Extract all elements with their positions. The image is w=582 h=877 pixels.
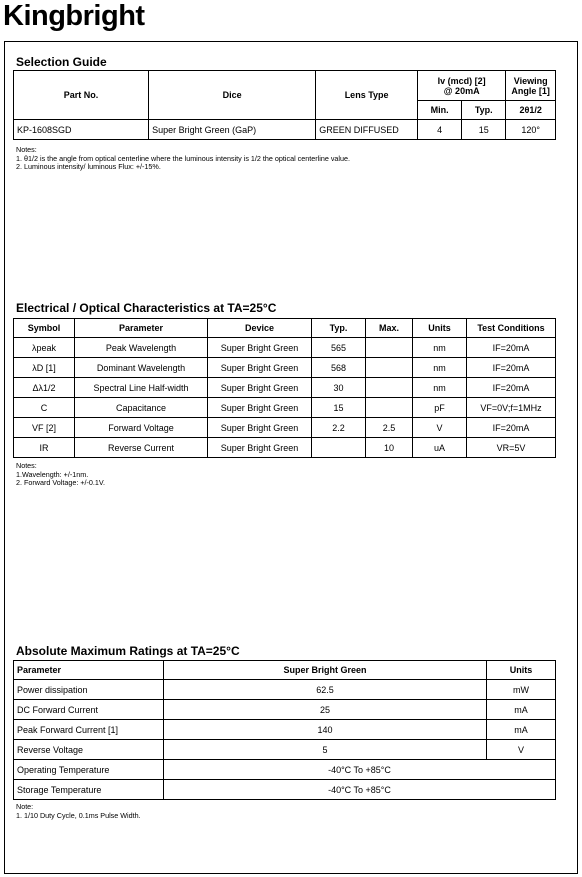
header-test-conditions: Test Conditions [467,319,556,338]
cell-typ: 15 [312,398,366,418]
cell-typ: 2.2 [312,418,366,438]
cell-typ: 30 [312,378,366,398]
header-typ: Typ. [312,319,366,338]
cell-parameter: Peak Wavelength [75,338,208,358]
header-device: Super Bright Green [164,661,487,680]
cell-device: Super Bright Green [208,358,312,378]
note-line: 1. 1/10 Duty Cycle, 0.1ms Pulse Width. [16,810,141,820]
cell-value: 25 [164,700,487,720]
cell-angle: 120° [506,120,556,140]
table-row [14,378,556,398]
cell-device: Super Bright Green [208,338,312,358]
cell-units: uA [413,438,467,458]
cell-value: -40°C To +85°C [164,780,556,800]
header-device: Device [208,319,312,338]
cell-parameter: DC Forward Current [14,700,164,720]
cell-units: V [487,740,556,760]
header-viewing-line2: Angle [1] [511,85,550,96]
electrical-notes [16,462,105,488]
cell-parameter: Storage Temperature [14,780,164,800]
brand-logo: Kingbright [3,0,145,32]
cell-device: Super Bright Green [208,438,312,458]
table-row [14,700,556,720]
absolute-notes [16,803,141,820]
table-row [14,338,556,358]
table-row [14,680,556,700]
header-units: Units [413,319,467,338]
cell-symbol: VF [2] [14,418,75,438]
cell-device: Super Bright Green [208,398,312,418]
header-iv-line1: Iv (mcd) [2] [437,75,486,86]
selection-notes [16,146,350,172]
header-iv [418,71,506,101]
cell-parameter: Reverse Current [75,438,208,458]
electrical-title: Electrical / Optical Characteristics at TA=25°C [16,301,277,315]
header-dice: Dice [149,71,316,120]
table-row [14,720,556,740]
cell-symbol: Δλ1/2 [14,378,75,398]
cell-condition: IF=20mA [467,418,556,438]
table-row [14,760,556,780]
cell-typ: 568 [312,358,366,378]
table-row [14,780,556,800]
cell-units: nm [413,338,467,358]
header-parameter: Parameter [14,661,164,680]
note-line: 2. Forward Voltage: +/-0.1V. [16,478,106,487]
header-symbol: Symbol [14,319,75,338]
note-line: 1.Wavelength: +/-1nm. [16,469,89,479]
cell-value: 140 [164,720,487,740]
cell-condition: VF=0V;f=1MHz [467,398,556,418]
cell-units: mA [487,700,556,720]
cell-units: mW [487,680,556,700]
header-viewing-angle [506,71,556,101]
cell-units: pF [413,398,467,418]
cell-symbol: IR [14,438,75,458]
cell-max: 10 [366,438,413,458]
cell-max [366,358,413,378]
cell-condition: VR=5V [467,438,556,458]
cell-parameter: Reverse Voltage [14,740,164,760]
absolute-ratings-table [13,660,556,800]
table-row [14,438,556,458]
header-min: Min. [418,101,462,120]
table-row [14,358,556,378]
cell-condition: IF=20mA [467,358,556,378]
header-max: Max. [366,319,413,338]
cell-value: 5 [164,740,487,760]
cell-part-no: KP-1608SGD [14,120,149,140]
cell-min: 4 [418,120,462,140]
cell-typ [312,438,366,458]
header-units: Units [487,661,556,680]
cell-max [366,398,413,418]
note-line: 1. θ1/2 is the angle from optical centerline where the luminous intensity is 1/2 the optical centerline value. [16,153,351,163]
header-part-no: Part No. [14,71,149,120]
header-iv-line2: @ 20mA [443,85,480,96]
header-typ: Typ. [462,101,506,120]
cell-max [366,338,413,358]
cell-parameter: Power dissipation [14,680,164,700]
table-row [14,418,556,438]
absolute-ratings-title: Absolute Maximum Ratings at TA=25°C [16,644,240,658]
cell-units: V [413,418,467,438]
cell-symbol: λD [1] [14,358,75,378]
header-parameter: Parameter [75,319,208,338]
cell-parameter: Forward Voltage [75,418,208,438]
selection-guide-table [13,70,556,140]
cell-device: Super Bright Green [208,378,312,398]
cell-lens: GREEN DIFFUSED [316,120,418,140]
cell-parameter: Spectral Line Half-width [75,378,208,398]
electrical-table [13,318,556,458]
cell-dice: Super Bright Green (GaP) [149,120,316,140]
table-row [14,398,556,418]
header-theta: 2θ1/2 [506,101,556,120]
cell-condition: IF=20mA [467,338,556,358]
note-line: Notes: [16,145,37,154]
cell-parameter: Operating Temperature [14,760,164,780]
note-line: Note: [16,802,34,811]
selection-guide-title: Selection Guide [16,55,107,69]
note-line: Notes: [16,461,37,470]
cell-value: 62.5 [164,680,487,700]
cell-max [366,378,413,398]
note-line: 2. Luminous intensity/ luminous Flux: +/-15%. [16,162,161,171]
header-viewing-line1: Viewing [513,75,548,86]
cell-symbol: C [14,398,75,418]
cell-typ: 565 [312,338,366,358]
header-lens-type: Lens Type [316,71,418,120]
cell-parameter: Dominant Wavelength [75,358,208,378]
cell-units: nm [413,378,467,398]
cell-condition: IF=20mA [467,378,556,398]
table-row [14,740,556,760]
cell-typ: 15 [462,120,506,140]
cell-value: -40°C To +85°C [164,760,556,780]
cell-units: mA [487,720,556,740]
cell-device: Super Bright Green [208,418,312,438]
cell-max: 2.5 [366,418,413,438]
cell-symbol: λpeak [14,338,75,358]
cell-units: nm [413,358,467,378]
cell-parameter: Capacitance [75,398,208,418]
cell-parameter: Peak Forward Current [1] [14,720,164,740]
